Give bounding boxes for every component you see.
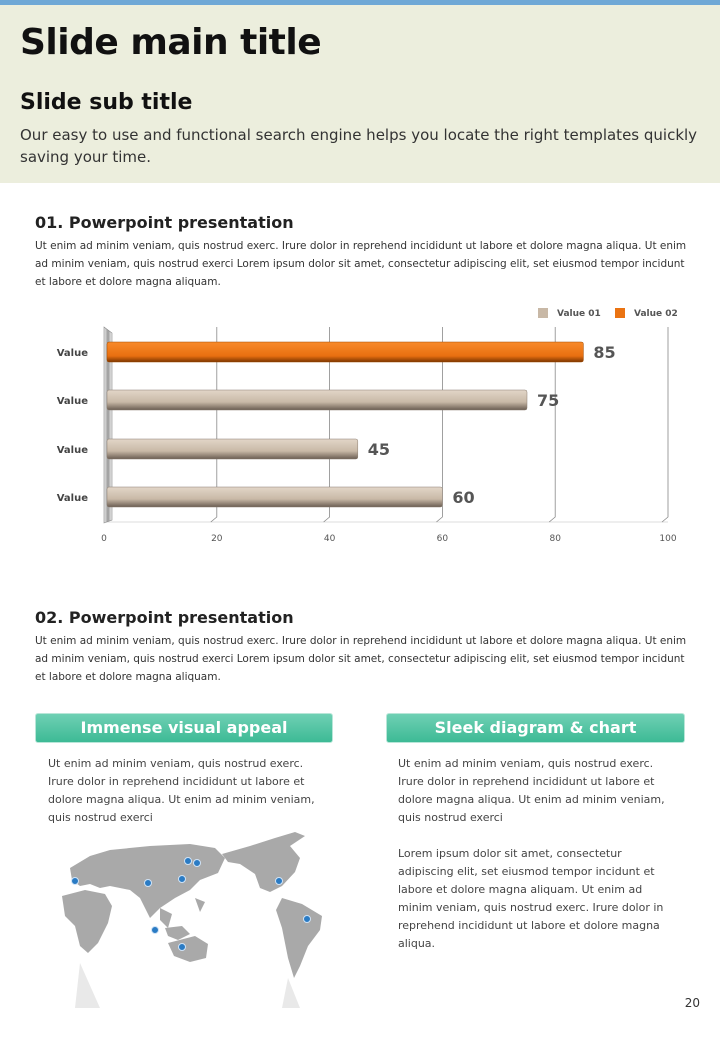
- x-tick-label: 0: [101, 534, 107, 544]
- legend-label: Value 02: [634, 309, 678, 319]
- map-marker: [152, 927, 159, 934]
- legend-label: Value 01: [557, 309, 601, 319]
- legend-swatch: [615, 308, 625, 318]
- map-marker: [304, 916, 311, 923]
- page-title: Slide main title: [20, 22, 322, 63]
- category-label: Value: [56, 493, 88, 504]
- bar: [107, 439, 358, 459]
- bar: [107, 342, 583, 362]
- category-label: Value: [56, 396, 88, 407]
- right-heading-banner: Sleek diagram & chart: [386, 713, 685, 743]
- bar: [107, 390, 527, 410]
- map-marker: [185, 858, 192, 865]
- x-tick-label: 60: [436, 534, 449, 544]
- page-subtitle: Slide sub title: [20, 90, 193, 115]
- map-marker: [194, 860, 201, 867]
- data-label: 75: [537, 391, 560, 410]
- map-marker: [179, 876, 186, 883]
- header-description: Our easy to use and functional search engine helps you locate the right templates quickly saving your time.: [20, 126, 698, 166]
- category-label: Value: [56, 445, 88, 456]
- world-map: [50, 828, 340, 1008]
- map-marker: [276, 878, 283, 885]
- map-marker: [145, 880, 152, 887]
- x-tick-label: 20: [211, 534, 223, 544]
- data-label: 45: [367, 440, 391, 459]
- left-col-text: Ut enim ad minim veniam, quis nostrud exerc. Irure dolor in reprehend incididunt ut labore et dolore magna aliqua. Ut enim ad minim veniam, quis nostrud exerci: [48, 757, 315, 824]
- bar: [107, 487, 442, 507]
- bar-chart: [0, 300, 720, 550]
- page-number: 20: [684, 996, 700, 1010]
- right-col-text-2: Lorem ipsum dolor sit amet, consectetur adipiscing elit, set eiusmod tempor incidunt et labore et dolore magna aliquam. Ut enim ad minim veniam, quis nostrud exerc. Irure dolor in reprehend incididunt ut labore et dolore magna aliqua.: [398, 847, 664, 950]
- section1-text: Ut enim ad minim veniam, quis nostrud exerc. Irure dolor in reprehend incididunt ut labore et dolore magna aliqua. Ut enim ad minim veniam, quis nostrud exerci Lorem ipsum dolor sit amet, consectetur adipiscing elit, set eiusmod tempor incidunt et labore et dolore magna aliquam.: [35, 240, 687, 288]
- section2-title: 02. Powerpoint presentation: [35, 608, 294, 627]
- data-label: 60: [452, 488, 475, 507]
- left-heading-banner: Immense visual appeal: [35, 713, 333, 743]
- category-label: Value: [56, 348, 88, 359]
- x-tick-label: 80: [549, 534, 561, 544]
- legend-swatch: [538, 308, 548, 318]
- x-tick-label: 40: [323, 534, 336, 544]
- data-label: 85: [593, 343, 616, 362]
- map-marker: [179, 944, 186, 951]
- gridline: [662, 327, 668, 522]
- section2-text: Ut enim ad minim veniam, quis nostrud exerc. Irure dolor in reprehend incididunt ut labore et dolore magna aliqua. Ut enim ad minim veniam, quis nostrud exerci Lorem ipsum dolor sit amet, consectetur adipiscing elit, set eiusmod tempor incidunt et labore et dolore magna aliquam.: [35, 635, 687, 683]
- map-marker: [72, 878, 79, 885]
- section1-title: 01. Powerpoint presentation: [35, 213, 294, 232]
- x-tick-label: 100: [659, 534, 677, 544]
- right-col-text-1: Ut enim ad minim veniam, quis nostrud exerc. Irure dolor in reprehend incididunt ut labore et dolore magna aliqua. Ut enim ad minim veniam, quis nostrud exerci: [398, 757, 665, 824]
